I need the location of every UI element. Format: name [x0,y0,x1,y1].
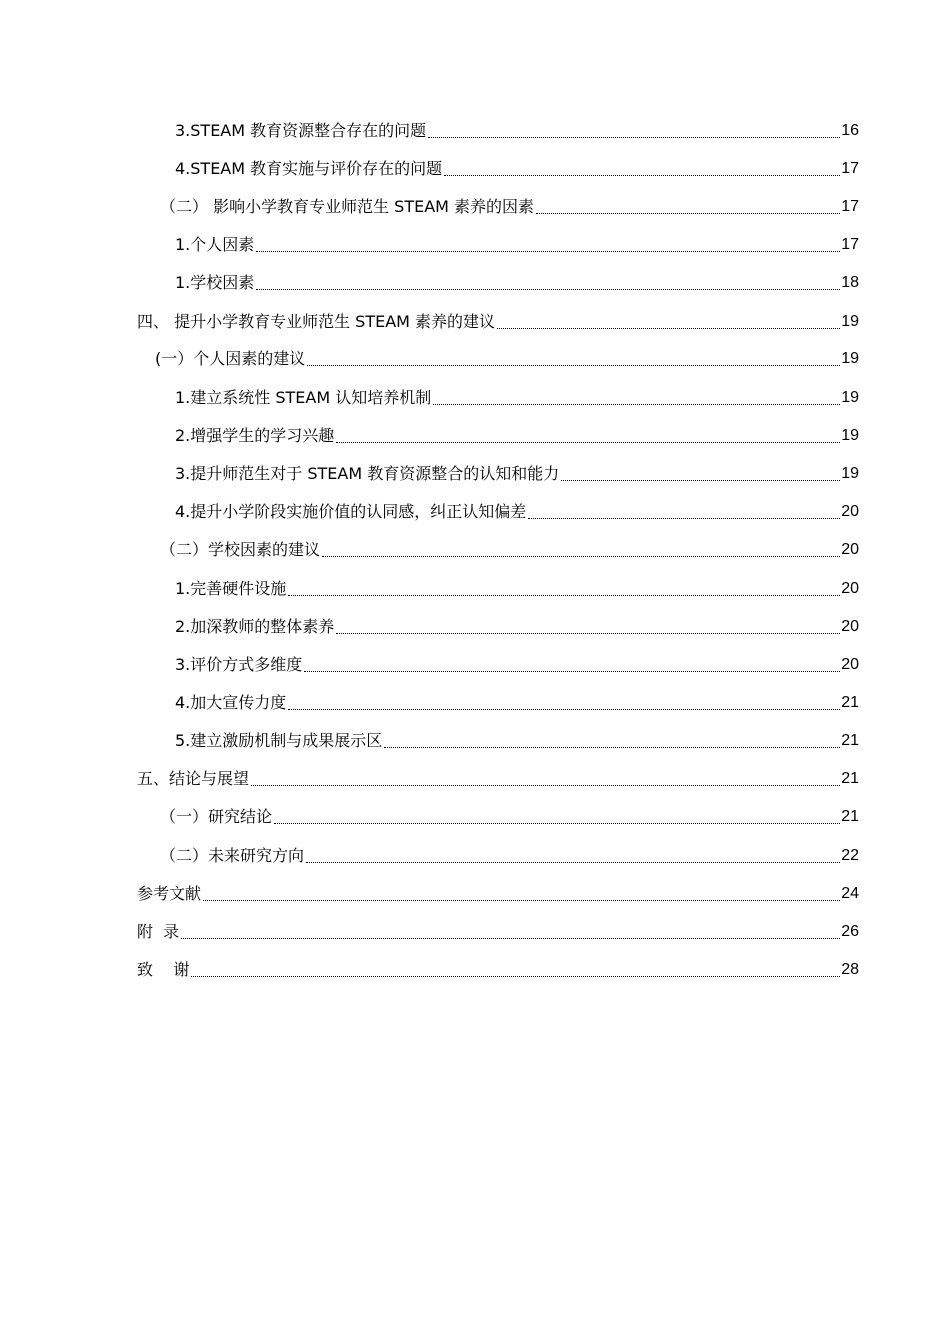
toc-entry-label: 2.增强学生的学习兴趣 [175,426,335,445]
toc-page-number: 21 [841,694,859,711]
toc-dot-leader [307,348,840,370]
toc-page-number: 16 [841,122,859,139]
toc-dot-leader [497,311,840,333]
toc-page-number: 17 [841,198,859,215]
toc-entry-label: 附 录 [137,922,180,941]
toc-dot-leader [428,120,840,142]
toc-page-number: 22 [841,847,859,864]
toc-page-number: 19 [841,465,859,482]
toc-entry[interactable] [175,612,859,638]
toc-entry-label: 四、 提升小学教育专业师范生 STEAM 素养的建议 [137,312,496,331]
toc-entry[interactable] [175,116,859,142]
toc-entry[interactable] [137,307,859,333]
toc-entry[interactable] [175,459,859,485]
toc-page-number: 20 [841,503,859,520]
toc-entry[interactable] [175,574,859,600]
toc-dot-leader [336,425,840,447]
toc-dot-leader [274,806,840,828]
toc-entry[interactable] [175,726,859,752]
toc-dot-leader [561,463,840,485]
toc-dot-leader [536,196,840,218]
toc-page-number: 20 [841,656,859,673]
toc-entry-label: （二）未来研究方向 [160,846,305,865]
toc-entry[interactable] [160,802,859,828]
toc-entry-label: 5.建立激励机制与成果展示区 [175,731,383,750]
toc-entry-label: 五、结论与展望 [137,769,250,788]
toc-entry[interactable] [160,535,859,561]
toc-dot-leader [181,921,840,943]
toc-entry[interactable] [137,917,859,943]
toc-dot-leader [384,730,840,752]
toc-entry[interactable] [175,650,859,676]
toc-entry[interactable] [175,497,859,523]
toc-page-number: 21 [841,770,859,787]
toc-dot-leader [256,234,840,256]
toc-entry-label: （二）学校因素的建议 [160,540,321,559]
toc-dot-leader [306,845,840,867]
toc-page-number: 21 [841,808,859,825]
toc-dot-leader [433,387,840,409]
toc-entry-label: 1.完善硬件设施 [175,579,287,598]
toc-dot-leader [322,539,840,561]
toc-entry[interactable] [175,383,859,409]
toc-entry-label: 3.评价方式多维度 [175,655,303,674]
toc-entry[interactable] [160,841,859,867]
toc-entry-label: 4.STEAM 教育实施与评价存在的问题 [175,159,443,178]
toc-entry[interactable] [137,955,859,981]
toc-entry[interactable] [160,192,859,218]
toc-page-number: 19 [841,389,859,406]
toc-dot-leader [191,959,840,981]
toc-entry-label: （一）研究结论 [160,807,273,826]
toc-page-number: 19 [841,427,859,444]
toc-entry[interactable] [137,879,859,905]
toc-entry[interactable] [175,688,859,714]
toc-dot-leader [336,616,840,638]
toc-entry-label: 3.提升师范生对于 STEAM 教育资源整合的认知和能力 [175,464,560,483]
toc-entry-label: (一）个人因素的建议 [155,349,306,368]
toc-entry-label: （二） 影响小学教育专业师范生 STEAM 素养的因素 [160,197,535,216]
toc-entry-label: 1.个人因素 [175,235,255,254]
toc-page-number: 17 [841,160,859,177]
toc-entry-label: 2.加深教师的整体素养 [175,617,335,636]
toc-page-number: 19 [841,313,859,330]
toc-entry[interactable] [137,764,859,790]
toc-entry-label: 参考文献 [137,884,202,903]
toc-entry[interactable] [175,154,859,180]
toc-dot-leader [203,883,840,905]
toc-page-number: 19 [841,350,859,367]
toc-page-number: 17 [841,236,859,253]
toc-entry[interactable] [175,230,859,256]
toc-dot-leader [256,272,840,294]
toc-page-number: 26 [841,923,859,940]
toc-entry-label: 4.提升小学阶段实施价值的认同感，纠正认知偏差 [175,502,527,521]
toc-page-number: 24 [841,885,859,902]
toc-entry-label: 致 谢 [137,960,190,979]
toc-page-number: 21 [841,732,859,749]
toc-entry-label: 1.建立系统性 STEAM 认知培养机制 [175,388,432,407]
toc-entry-label: 1.学校因素 [175,273,255,292]
toc-page-number: 28 [841,961,859,978]
toc-dot-leader [528,501,840,523]
toc-dot-leader [444,158,840,180]
toc-entry[interactable] [175,268,859,294]
toc-dot-leader [288,578,840,600]
toc-page-number: 20 [841,580,859,597]
toc-page-number: 20 [841,541,859,558]
toc-entry-label: 4.加大宣传力度 [175,693,287,712]
toc-dot-leader [288,692,840,714]
toc-page-number: 18 [841,274,859,291]
toc-entry[interactable] [155,344,859,370]
toc-dot-leader [304,654,840,676]
toc-entry-label: 3.STEAM 教育资源整合存在的问题 [175,121,427,140]
toc-dot-leader [251,768,840,790]
toc-page-number: 20 [841,618,859,635]
toc-entry[interactable] [175,421,859,447]
